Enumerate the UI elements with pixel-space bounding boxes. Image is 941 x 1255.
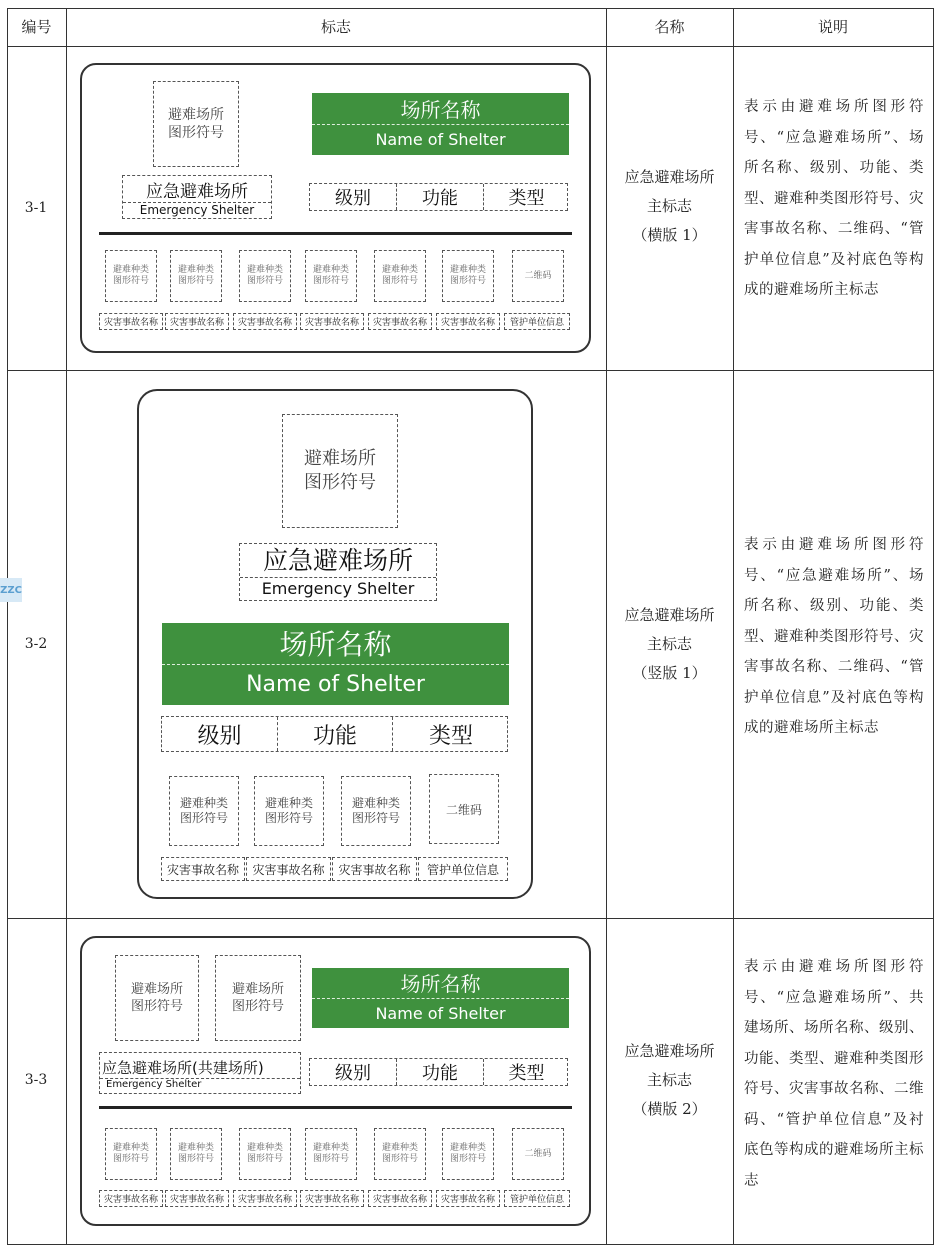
title-en: Emergency Shelter (240, 577, 436, 600)
row-name-line: （横版 2） (632, 1100, 707, 1118)
level-function-type-bar (161, 716, 508, 752)
category-symbol-placeholder: 避难种类 图形符号 (442, 250, 494, 302)
sign-vertical-1 (137, 389, 533, 899)
shelter-symbol-placeholder: 避难场所 图形符号 (115, 955, 199, 1041)
category-symbol-placeholder: 避难种类 图形符号 (442, 1128, 494, 1180)
category-symbol-placeholder: 避难种类 图形符号 (341, 776, 411, 846)
place-name-cn: 场所名称 (312, 968, 569, 999)
row-description: 表示由避难场所图形符号、“应急避难场所”、场所名称、级别、功能、类型、避难种类图形符号、灾害事故名称、二维码、“管护单位信息”及衬底色等构成的避难场所主标志 (744, 99, 924, 298)
disaster-name-label: 灾害事故名称 (300, 1190, 364, 1207)
row-name-line: 应急避难场所 (624, 1042, 715, 1060)
table-bottom-border (7, 1244, 933, 1245)
place-name-cn: 场所名称 (312, 93, 569, 125)
qr-code-placeholder: 二维码 (429, 774, 499, 844)
header-sign: 标志 (320, 17, 351, 36)
type-label: 类型 (428, 723, 473, 749)
title-cn-shared: 应急避难场所(共建场所) (102, 1058, 264, 1077)
management-info-label: 管护单位信息 (418, 857, 508, 881)
level-label: 级别 (335, 188, 371, 209)
disaster-name-label: 灾害事故名称 (99, 1190, 163, 1207)
row-name-line: 应急避难场所 (624, 606, 715, 624)
row-divider-1 (7, 370, 933, 371)
emergency-shelter-shared-title (99, 1052, 301, 1094)
category-symbol-placeholder: 避难种类 图形符号 (239, 1128, 291, 1180)
category-symbol-placeholder: 避难种类 图形符号 (170, 250, 222, 302)
place-name-banner (162, 623, 509, 705)
disaster-name-label: 灾害事故名称 (165, 313, 229, 330)
level-label: 级别 (335, 1063, 371, 1084)
shelter-symbol-placeholder: 避难场所 图形符号 (215, 955, 301, 1041)
disaster-name-label: 灾害事故名称 (161, 857, 245, 881)
category-symbol-placeholder: 避难种类 图形符号 (305, 250, 357, 302)
divider-line (99, 1106, 572, 1109)
disaster-name-label: 灾害事故名称 (246, 857, 331, 881)
row-name-line: 主标志 (646, 635, 692, 653)
disaster-name-label: 灾害事故名称 (436, 1190, 500, 1207)
disaster-name-label: 灾害事故名称 (233, 1190, 297, 1207)
function-label: 功能 (396, 1059, 484, 1085)
shelter-symbol-placeholder: 避难场所 图形符号 (153, 81, 239, 167)
qr-code-placeholder: 二维码 (512, 250, 564, 302)
row-name (607, 163, 732, 250)
level-function-type-bar (309, 1058, 568, 1086)
shelter-symbol-placeholder: 避难场所 图形符号 (282, 414, 398, 528)
header-code: 编号 (21, 17, 52, 36)
category-symbol-placeholder: 避难种类 图形符号 (374, 250, 426, 302)
type-label: 类型 (508, 188, 545, 209)
row-code: 3-1 (24, 200, 48, 216)
divider-line (99, 232, 572, 235)
sign-horizontal-1 (80, 63, 591, 353)
disaster-name-label: 灾害事故名称 (165, 1190, 229, 1207)
row-name-line: 应急避难场所 (624, 168, 715, 186)
category-symbol-placeholder: 避难种类 图形符号 (105, 250, 157, 302)
row-name-line: （竖版 1） (632, 664, 707, 682)
function-label: 功能 (396, 184, 484, 210)
row-divider-2 (7, 918, 933, 919)
level-label: 级别 (197, 723, 242, 749)
title-en: Emergency Shelter (100, 1078, 300, 1090)
place-name-en: Name of Shelter (246, 672, 425, 698)
category-symbol-placeholder: 避难种类 图形符号 (169, 776, 239, 846)
category-symbol-placeholder: 避难种类 图形符号 (305, 1128, 357, 1180)
place-name-en: Name of Shelter (375, 130, 506, 150)
level-function-type-bar (309, 183, 568, 211)
title-en: Emergency Shelter (123, 202, 271, 217)
row-description: 表示由避难场所图形符号、“应急避难场所”、场所名称、级别、功能、类型、避难种类图形符号、灾害事故名称、二维码、“管护单位信息”及衬底色等构成的避难场所主标志 (744, 537, 924, 736)
row-name-line: 主标志 (646, 197, 692, 215)
place-name-cn: 场所名称 (162, 623, 509, 665)
management-info-label: 管护单位信息 (504, 1190, 570, 1207)
row-name (607, 1037, 732, 1124)
row-name (607, 601, 732, 688)
title-cn: 应急避难场所 (262, 545, 413, 575)
col-divider-1 (66, 8, 67, 1245)
header-name: 名称 (654, 17, 685, 36)
disaster-name-label: 灾害事故名称 (436, 313, 500, 330)
row-code: 3-3 (24, 1072, 48, 1088)
title-cn: 应急避难场所 (146, 182, 248, 202)
disaster-name-label: 灾害事故名称 (368, 1190, 432, 1207)
disaster-name-label: 灾害事故名称 (233, 313, 297, 330)
col-divider-left (7, 8, 8, 1245)
row-code: 3-2 (24, 636, 48, 652)
category-symbol-placeholder: 避难种类 图形符号 (374, 1128, 426, 1180)
emergency-shelter-title (239, 543, 437, 601)
row-description: 表示由避难场所图形符号、“应急避难场所”、共建场所、场所名称、级别、功能、类型、避难种类图形符号、灾害事故名称、二维码、“管护单位信息”及衬底色等构成的避难场所主标志 (744, 959, 924, 1189)
row-name-line: 主标志 (646, 1071, 692, 1089)
watermark-logo: ZZC (0, 578, 22, 602)
place-name-banner (312, 968, 569, 1028)
category-symbol-placeholder: 避难种类 图形符号 (239, 250, 291, 302)
emergency-shelter-title (122, 175, 272, 219)
row-name-line: （横版 1） (632, 226, 707, 244)
col-divider-3 (733, 8, 734, 1245)
place-name-banner (312, 93, 569, 155)
disaster-name-label: 灾害事故名称 (99, 313, 163, 330)
place-name-en: Name of Shelter (375, 1003, 506, 1023)
disaster-name-label: 灾害事故名称 (300, 313, 364, 330)
header-bottom-border (7, 46, 933, 47)
header-description: 说明 (817, 17, 848, 36)
disaster-name-label: 灾害事故名称 (368, 313, 432, 330)
qr-code-placeholder: 二维码 (512, 1128, 564, 1180)
function-label: 功能 (277, 717, 393, 751)
type-label: 类型 (508, 1063, 545, 1084)
col-divider-right (933, 8, 934, 1245)
category-symbol-placeholder: 避难种类 图形符号 (254, 776, 324, 846)
category-symbol-placeholder: 避难种类 图形符号 (170, 1128, 222, 1180)
disaster-name-label: 灾害事故名称 (332, 857, 417, 881)
sign-horizontal-2 (80, 936, 591, 1226)
category-symbol-placeholder: 避难种类 图形符号 (105, 1128, 157, 1180)
management-info-label: 管护单位信息 (504, 313, 570, 330)
